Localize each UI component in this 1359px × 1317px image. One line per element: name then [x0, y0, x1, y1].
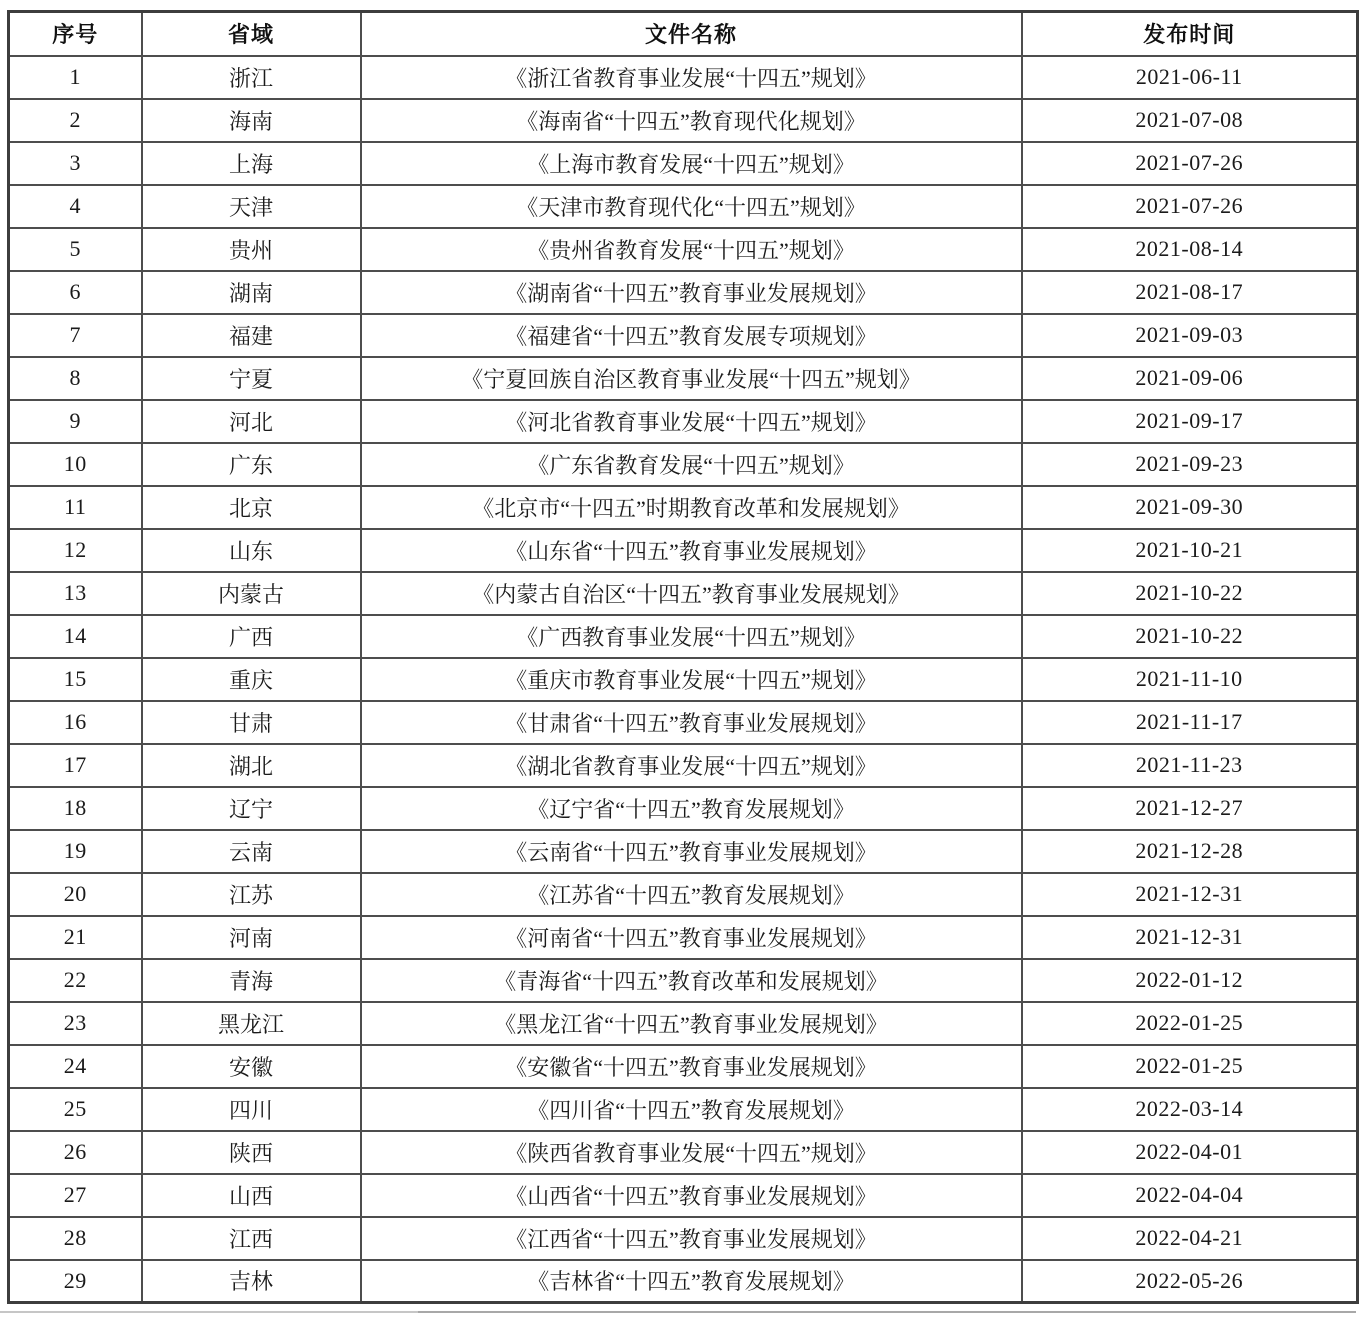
row-title-cell: 《福建省“十四五”教育发展专项规划》: [361, 314, 1022, 357]
row-number-cell: 11: [9, 486, 142, 529]
row-title-cell: 《甘肃省“十四五”教育事业发展规划》: [361, 701, 1022, 744]
row-date-cell: 2021-10-21: [1022, 529, 1358, 572]
row-title-cell: 《四川省“十四五”教育发展规划》: [361, 1088, 1022, 1131]
row-number-cell: 21: [9, 916, 142, 959]
row-number-cell: 7: [9, 314, 142, 357]
row-title-cell: 《广东省教育发展“十四五”规划》: [361, 443, 1022, 486]
table-row: [9, 486, 1358, 529]
row-date-cell: 2022-04-04: [1022, 1174, 1358, 1217]
row-date-cell: 2022-01-25: [1022, 1002, 1358, 1045]
row-number-cell: 20: [9, 873, 142, 916]
row-number-cell: 24: [9, 1045, 142, 1088]
row-date-cell: 2021-09-06: [1022, 357, 1358, 400]
row-title-cell: 《宁夏回族自治区教育事业发展“十四五”规划》: [361, 357, 1022, 400]
table-row: [9, 1217, 1358, 1260]
row-date-cell: 2022-04-21: [1022, 1217, 1358, 1260]
table-row: [9, 873, 1358, 916]
table-row: [9, 1260, 1358, 1303]
row-province-cell: 宁夏: [142, 357, 361, 400]
row-province-cell: 安徽: [142, 1045, 361, 1088]
row-province-cell: 四川: [142, 1088, 361, 1131]
header-cell-date: 发布时间: [1022, 12, 1358, 56]
row-date-cell: 2021-12-28: [1022, 830, 1358, 873]
row-province-cell: 广西: [142, 615, 361, 658]
row-title-cell: 《内蒙古自治区“十四五”教育事业发展规划》: [361, 572, 1022, 615]
table-row: [9, 443, 1358, 486]
row-province-cell: 重庆: [142, 658, 361, 701]
table-row: [9, 1045, 1358, 1088]
row-number-cell: 22: [9, 959, 142, 1002]
row-number-cell: 9: [9, 400, 142, 443]
table-row: [9, 228, 1358, 271]
row-title-cell: 《吉林省“十四五”教育发展规划》: [361, 1260, 1022, 1303]
row-title-cell: 《青海省“十四五”教育改革和发展规划》: [361, 959, 1022, 1002]
row-date-cell: 2021-11-23: [1022, 744, 1358, 787]
table-row: [9, 56, 1358, 99]
row-date-cell: 2021-12-27: [1022, 787, 1358, 830]
row-title-cell: 《重庆市教育事业发展“十四五”规划》: [361, 658, 1022, 701]
row-province-cell: 福建: [142, 314, 361, 357]
row-date-cell: 2022-01-25: [1022, 1045, 1358, 1088]
table-row: [9, 1174, 1358, 1217]
row-number-cell: 14: [9, 615, 142, 658]
row-title-cell: 《天津市教育现代化“十四五”规划》: [361, 185, 1022, 228]
table-row: [9, 701, 1358, 744]
row-date-cell: 2021-09-30: [1022, 486, 1358, 529]
row-province-cell: 江苏: [142, 873, 361, 916]
row-number-cell: 12: [9, 529, 142, 572]
row-date-cell: 2022-03-14: [1022, 1088, 1358, 1131]
row-date-cell: 2021-10-22: [1022, 615, 1358, 658]
row-province-cell: 河南: [142, 916, 361, 959]
row-date-cell: 2021-07-26: [1022, 185, 1358, 228]
provincial-education-plans-table: [7, 10, 1359, 1304]
table-row: [9, 787, 1358, 830]
table-body: [9, 56, 1358, 1303]
row-date-cell: 2021-12-31: [1022, 916, 1358, 959]
row-title-cell: 《海南省“十四五”教育现代化规划》: [361, 99, 1022, 142]
row-number-cell: 27: [9, 1174, 142, 1217]
row-title-cell: 《山东省“十四五”教育事业发展规划》: [361, 529, 1022, 572]
row-number-cell: 6: [9, 271, 142, 314]
table-row: [9, 744, 1358, 787]
row-province-cell: 甘肃: [142, 701, 361, 744]
row-date-cell: 2021-06-11: [1022, 56, 1358, 99]
row-date-cell: 2021-11-10: [1022, 658, 1358, 701]
row-province-cell: 青海: [142, 959, 361, 1002]
table-row: [9, 615, 1358, 658]
table-row: [9, 1088, 1358, 1131]
table-row: [9, 959, 1358, 1002]
row-number-cell: 13: [9, 572, 142, 615]
table-row: [9, 916, 1358, 959]
table-row: [9, 271, 1358, 314]
row-title-cell: 《北京市“十四五”时期教育改革和发展规划》: [361, 486, 1022, 529]
row-province-cell: 湖北: [142, 744, 361, 787]
row-province-cell: 黑龙江: [142, 1002, 361, 1045]
row-date-cell: 2021-09-17: [1022, 400, 1358, 443]
row-title-cell: 《浙江省教育事业发展“十四五”规划》: [361, 56, 1022, 99]
table-row: [9, 830, 1358, 873]
row-number-cell: 25: [9, 1088, 142, 1131]
row-number-cell: 2: [9, 99, 142, 142]
row-number-cell: 26: [9, 1131, 142, 1174]
table-row: [9, 529, 1358, 572]
row-province-cell: 辽宁: [142, 787, 361, 830]
table-row: [9, 142, 1358, 185]
row-province-cell: 上海: [142, 142, 361, 185]
row-province-cell: 山西: [142, 1174, 361, 1217]
table-header-row: [9, 12, 1358, 56]
row-number-cell: 8: [9, 357, 142, 400]
row-number-cell: 4: [9, 185, 142, 228]
row-date-cell: 2021-08-17: [1022, 271, 1358, 314]
row-number-cell: 15: [9, 658, 142, 701]
row-number-cell: 17: [9, 744, 142, 787]
row-date-cell: 2021-09-23: [1022, 443, 1358, 486]
table-row: [9, 658, 1358, 701]
header-cell-number: 序号: [9, 12, 142, 56]
row-date-cell: 2021-09-03: [1022, 314, 1358, 357]
scan-artifact-line: [0, 1311, 418, 1313]
row-title-cell: 《江西省“十四五”教育事业发展规划》: [361, 1217, 1022, 1260]
table-row: [9, 1131, 1358, 1174]
row-number-cell: 3: [9, 142, 142, 185]
table-row: [9, 1002, 1358, 1045]
row-province-cell: 内蒙古: [142, 572, 361, 615]
row-number-cell: 28: [9, 1217, 142, 1260]
scan-artifact-line: [418, 1311, 1356, 1313]
row-title-cell: 《云南省“十四五”教育事业发展规划》: [361, 830, 1022, 873]
row-province-cell: 湖南: [142, 271, 361, 314]
row-number-cell: 23: [9, 1002, 142, 1045]
row-number-cell: 18: [9, 787, 142, 830]
row-number-cell: 1: [9, 56, 142, 99]
row-title-cell: 《广西教育事业发展“十四五”规划》: [361, 615, 1022, 658]
row-title-cell: 《辽宁省“十四五”教育发展规划》: [361, 787, 1022, 830]
row-title-cell: 《江苏省“十四五”教育发展规划》: [361, 873, 1022, 916]
row-province-cell: 贵州: [142, 228, 361, 271]
row-province-cell: 河北: [142, 400, 361, 443]
row-date-cell: 2021-08-14: [1022, 228, 1358, 271]
row-title-cell: 《陕西省教育事业发展“十四五”规划》: [361, 1131, 1022, 1174]
row-province-cell: 江西: [142, 1217, 361, 1260]
header-cell-title: 文件名称: [361, 12, 1022, 56]
row-date-cell: 2021-07-26: [1022, 142, 1358, 185]
row-number-cell: 19: [9, 830, 142, 873]
row-number-cell: 5: [9, 228, 142, 271]
row-date-cell: 2021-11-17: [1022, 701, 1358, 744]
row-province-cell: 山东: [142, 529, 361, 572]
row-province-cell: 天津: [142, 185, 361, 228]
row-number-cell: 10: [9, 443, 142, 486]
table-row: [9, 357, 1358, 400]
row-title-cell: 《河北省教育事业发展“十四五”规划》: [361, 400, 1022, 443]
row-date-cell: 2022-05-26: [1022, 1260, 1358, 1303]
row-title-cell: 《贵州省教育发展“十四五”规划》: [361, 228, 1022, 271]
row-title-cell: 《上海市教育发展“十四五”规划》: [361, 142, 1022, 185]
header-cell-province: 省域: [142, 12, 361, 56]
row-province-cell: 北京: [142, 486, 361, 529]
row-number-cell: 29: [9, 1260, 142, 1303]
row-title-cell: 《安徽省“十四五”教育事业发展规划》: [361, 1045, 1022, 1088]
row-date-cell: 2021-10-22: [1022, 572, 1358, 615]
table-row: [9, 314, 1358, 357]
row-title-cell: 《湖北省教育事业发展“十四五”规划》: [361, 744, 1022, 787]
row-title-cell: 《湖南省“十四五”教育事业发展规划》: [361, 271, 1022, 314]
row-province-cell: 陕西: [142, 1131, 361, 1174]
table-row: [9, 572, 1358, 615]
row-title-cell: 《黑龙江省“十四五”教育事业发展规划》: [361, 1002, 1022, 1045]
table-row: [9, 185, 1358, 228]
row-province-cell: 广东: [142, 443, 361, 486]
table-row: [9, 99, 1358, 142]
table-row: [9, 400, 1358, 443]
row-number-cell: 16: [9, 701, 142, 744]
row-title-cell: 《河南省“十四五”教育事业发展规划》: [361, 916, 1022, 959]
row-date-cell: 2021-12-31: [1022, 873, 1358, 916]
row-province-cell: 云南: [142, 830, 361, 873]
row-date-cell: 2022-04-01: [1022, 1131, 1358, 1174]
row-province-cell: 海南: [142, 99, 361, 142]
row-province-cell: 吉林: [142, 1260, 361, 1303]
row-date-cell: 2021-07-08: [1022, 99, 1358, 142]
row-province-cell: 浙江: [142, 56, 361, 99]
row-title-cell: 《山西省“十四五”教育事业发展规划》: [361, 1174, 1022, 1217]
row-date-cell: 2022-01-12: [1022, 959, 1358, 1002]
